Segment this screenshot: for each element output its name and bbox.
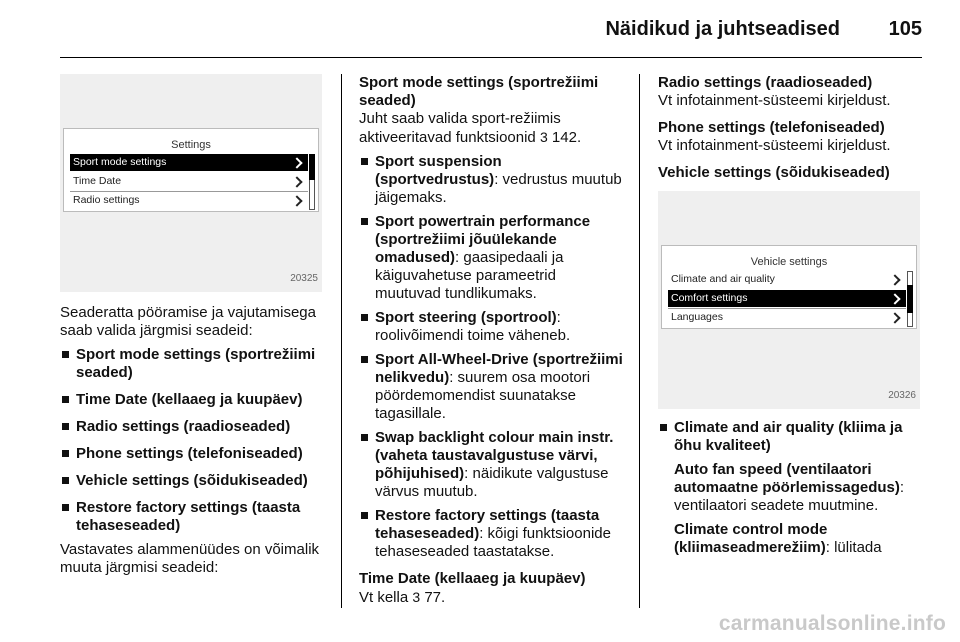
menu-item-comfort: Comfort settings: [668, 290, 906, 307]
section-text: Vt kella 3 77.: [359, 589, 446, 606]
intro-text: Seaderatta pööramise ja vajutamisega saab valida järgmisi seadeid:: [60, 304, 316, 339]
sub-item: Auto fan speed (ventilaatori automaatne pöörlemissagedus): ventilaatori seadete muutmine.: [674, 461, 905, 514]
section-text: Vt infotainment-süsteemi kirjeldust.: [658, 137, 891, 154]
section-heading: Vehicle settings (sõidukiseaded): [658, 164, 890, 181]
page-number: 105: [888, 18, 922, 40]
figure-number: 20326: [888, 390, 916, 401]
menu-item-sport-mode: Sport mode settings: [70, 154, 308, 171]
list-item: Climate and air quality (kliima ja õhu kvaliteet): [658, 419, 922, 455]
scrollbar-thumb: [907, 285, 913, 313]
screen-title: Settings: [171, 139, 211, 151]
section-text: Vt infotainment-süsteemi kirjeldust.: [658, 92, 891, 109]
middle-column: [359, 74, 623, 607]
list-item: Phone settings (telefoniseaded): [60, 445, 322, 463]
menu-item-climate: Climate and air quality: [671, 273, 775, 285]
list-item: Sport steering (sportrool): roolivõimendi toime väheneb.: [359, 309, 623, 345]
section-heading: Radio settings (raadioseaded): [658, 74, 873, 91]
vehicle-settings-screen: [661, 245, 917, 329]
outro-text: Vastavates alammenüüdes on võimalik muuta järgmisi seadeid:: [60, 541, 320, 576]
list-item: Sport suspension (sportvedrustus): vedrustus muutub jäigemaks.: [359, 153, 623, 207]
section-heading: Sport mode settings (sportrežiimi seaded): [359, 74, 599, 109]
screen-title: Vehicle settings: [750, 256, 828, 268]
watermark: carmanualsonline.info: [718, 612, 946, 635]
left-column: [60, 74, 322, 577]
list-item: Sport All-Wheel-Drive (sportrežiimi nelikvedu): suurem osa mootori pöördemomendist suunatakse tagasillale.: [359, 351, 623, 423]
list-item: Radio settings (raadioseaded): [60, 418, 322, 436]
list-item: Restore factory settings (taasta tehaseseaded): [60, 499, 322, 535]
header-rule: [60, 57, 922, 58]
menu-item-time-date: Time Date: [73, 175, 122, 187]
page-ref-arrow-icon: 3: [539, 129, 548, 145]
menu-item-languages: Languages: [671, 311, 723, 323]
list-item: Vehicle settings (sõidukiseaded): [60, 472, 322, 490]
settings-screen: [63, 128, 319, 212]
section-text: Juht saab valida sport-režiimis aktiveeritavad funktsioonid 3 142.: [359, 110, 582, 146]
page-header: [60, 18, 922, 48]
list-item: Time Date (kellaaeg ja kuupäev): [60, 391, 322, 409]
section-heading: Phone settings (telefoniseaded): [658, 119, 885, 136]
list-item: Sport powertrain performance (sportrežiimi jõuülekande omadused): gaasipedaali ja käiguvahetuse parameetrid muutuvad tundlikumaks.: [359, 213, 623, 303]
list-item: Sport mode settings (sportrežiimi seaded): [60, 346, 322, 382]
figure-number: 20325: [290, 273, 318, 284]
header-title: Näidikud ja juhtseadised: [605, 18, 840, 40]
list-item: Swap backlight colour main instr. (vaheta taustavalgustuse värvi, põhijuhised): näidikute valgustuse värvus muutub.: [359, 429, 623, 501]
scrollbar-thumb: [309, 154, 315, 180]
column-divider: [639, 74, 640, 608]
menu-item-radio: Radio settings: [73, 194, 140, 206]
column-divider: [341, 74, 342, 608]
page-ref-arrow-icon: 3: [412, 589, 421, 605]
list-item: Restore factory settings (taasta tehaseseaded): kõigi funktsioonide tehaseseaded taastatakse.: [359, 507, 623, 561]
sub-item: Climate control mode (kliimaseadmerežiim): lülitada: [674, 521, 882, 556]
section-heading: Time Date (kellaaeg ja kuupäev): [359, 570, 586, 587]
page-ref: 77.: [424, 589, 446, 606]
right-column: [658, 74, 922, 557]
vehicle-settings-figure: [658, 191, 920, 409]
page-ref: 142.: [551, 129, 582, 146]
settings-menu-figure: [60, 74, 322, 292]
